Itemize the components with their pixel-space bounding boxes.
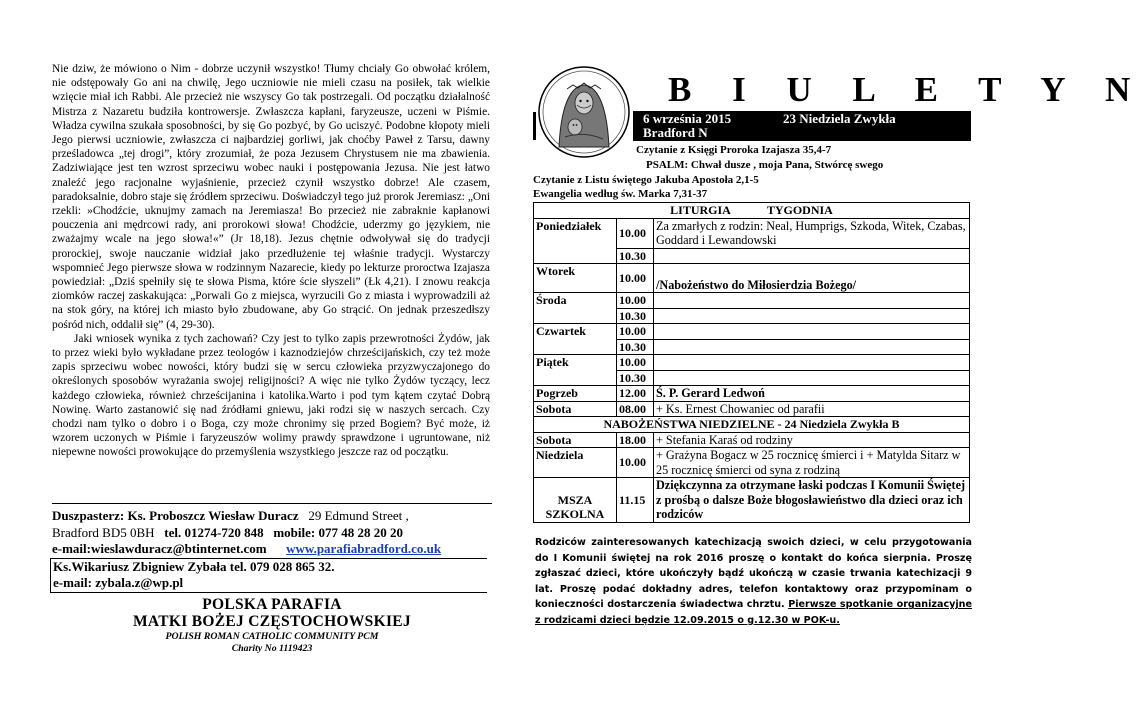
intention-cell: + Stefania Karaś od rodziny <box>654 432 970 448</box>
heading-liturgy: LITURGIA <box>670 203 731 217</box>
intention-cell <box>654 370 970 386</box>
first-reading: Czytanie z Księgi Proroka Izajasza 35,4-7 <box>636 144 832 156</box>
time-cell: 08.00 <box>617 401 654 417</box>
city-address: Bradford BD5 0BH <box>52 524 155 540</box>
time-cell: 10.00 <box>617 324 654 340</box>
table-row <box>534 432 970 448</box>
table-row <box>534 293 970 309</box>
parish-line-3: POLISH ROMAN CATHOLIC COMMUNITY PCM <box>165 631 379 642</box>
vicar-email[interactable]: e-mail: zybala.z@wp.pl <box>53 575 184 590</box>
day-cell: Sobota <box>534 432 617 448</box>
parish-line-1: POLSKA PARAFIA <box>202 596 342 613</box>
intention-cell: Za zmarłych z rodzin: Neal, Humprigs, Szkoda, Witek, Czabas, Goddard i Lewandowski <box>654 218 970 248</box>
time-cell: 18.00 <box>617 432 654 448</box>
madonna-icon <box>537 65 631 159</box>
day-cell: Czwartek <box>534 324 617 355</box>
bulletin-date: 6 września 2015 <box>643 111 732 126</box>
intention-cell <box>654 355 970 371</box>
intention-cell <box>654 339 970 355</box>
table-row <box>534 386 970 402</box>
phone-number: tel. 01274-720 848 <box>164 524 264 540</box>
day-cell: Środa <box>534 293 617 324</box>
time-cell: 10.30 <box>617 308 654 324</box>
sunday-header-row <box>534 417 970 433</box>
street-address: 29 Edmund Street , <box>308 508 409 523</box>
pastor-name: Duszpasterz: Ks. Proboszcz Wiesław Duracz <box>52 508 299 523</box>
table-row <box>534 448 970 478</box>
table-row <box>534 355 970 371</box>
article-column <box>52 62 490 460</box>
table-heading <box>534 203 970 219</box>
notice-meeting: Pierwsze spotkanie organizacyjne z rodzicami dzieci będzie 12.09.2015 o g.12.30 w POK-u. <box>535 599 973 626</box>
bulletin-title: B I U L E T Y N <box>668 70 1146 109</box>
time-cell: 10.30 <box>617 370 654 386</box>
charity-number: Charity No 1119423 <box>231 643 313 654</box>
day-cell: Niedziela <box>534 448 617 478</box>
table-row <box>534 264 970 293</box>
vicar-name: Ks.Wikariusz Zbigniew Zybała tel. 079 028 865 32. <box>53 558 335 574</box>
intention-cell <box>654 308 970 324</box>
sunday-heading: NABOŻEŃSTWA NIEDZIELNE - 24 Niedziela Zwykła B <box>534 417 970 433</box>
gospel-reading: Ewangelia według św. Marka 7,31-37 <box>533 188 708 200</box>
section-divider <box>52 503 492 504</box>
contact-block <box>52 508 492 593</box>
day-cell: Sobota <box>534 401 617 417</box>
table-row <box>534 401 970 417</box>
parish-line-2: MATKI BOŻEJ CZĘSTOCHOWSKIEJ <box>133 613 411 630</box>
table-row <box>534 324 970 340</box>
time-cell: 10.00 <box>617 448 654 478</box>
notice-text: Rodziców zainteresowanych katechizacją swoich dzieci, w celu przygotowania do I Komunii świętej na rok 2016 proszę o kontakt do końca sierpnia. Proszę zgłaszać dzieci, które ukończyły bądź ukończą w czasie trwania katechizacji 9 lat. Proszę podać dokładny adres, telefon kontaktowy oraz przypominam o konieczności dostarczenia świadectwa chrztu. <box>535 537 972 611</box>
intention-cell: + Ks. Ernest Chowaniec od parafii <box>654 401 970 417</box>
parish-name-block <box>52 596 492 655</box>
intention-cell: /Nabożeństwo do Miłosierdzia Bożego/ <box>654 264 970 293</box>
psalm: PSALM: Chwał dusze , moja Pana, Stwórcę swego <box>646 159 884 171</box>
article-paragraph: Nie dziw, że mówiono o Nim - dobrze uczynił wszystko! Tłumy chciały Go obwołać królem, nie odstępowały Go ani na chwilę, Jego uczniowie nie mieli czasu na posiłek, tak wielkie wzięcie miał ich Rabbi. Ale przecież nie wszyscy Go tak postrzegali. Od początku działalność Mistrza z Nazaretu budziła kontrowersje. Zwłaszcza kapłani, faryzeusze, uczeni w Piśmie. Władza cywilna szukała sposobności, by się Go pozbyć, by Go uciszyć. Podobne kłopoty mieli Jego pierwsi uczniowie, zwłaszcza ci najbardziej gorliwi, jak choćby Paweł z Tarsu, dawny prześladowca „tej drogi”, który zrozumiał, że poza Jezusem Chrystusem nie ma zbawienia. Zadziwiające jest ten wzrost sprzeciwu wobec nauki i postępowania Jezusa. Nie jest łatwo znaleźć jego racjonalne wyjaśnienie, przecież czynił wszystko dobrze! Ale czasem, paradoksalnie, dobro staje się źródłem sprzeciwu. Doświadczył tego już prorok Jeremiasz: „Oni rzekli: »Chodźcie, uknujmy zamach na Jeremiasza! Bo przecież nie zabraknie kapłanowi pouczenia ani mędrcowi rady, ani prorokowi słowa! Chodźcie, uderzmy go językiem, nie zważajmy wcale na jego słowa!«” (Jr 18,18). Jezus chętnie odwoływał się do tradycji prorockiej, swoje nauczanie widział jako przedłużenie tej właśnie tradycji. Wystarczy wspomnieć Jego pierwsze słowa w rodzinnym Nazarecie, kiedy po lekturze proroctwa Izajasza powiedział: „Dziś spełniły się te słowa Pisma, które ście słyszeli” (Łk 4,21). I znowu reakcja ziomków raczej zaskakująca: „Porwali Go z miejsca, wyrzucili Go z miasta i wyprowadzili aż na stok góry, na której ich miasto było zbudowane, aby Go strącić. On jednak przeszedłszy pośród nich, oddalił się” (4, 29-30). <box>52 63 490 331</box>
date-banner <box>633 111 971 141</box>
day-cell: Wtorek <box>534 264 617 293</box>
day-cell: Poniedziałek <box>534 218 617 264</box>
time-cell: 10.00 <box>617 293 654 309</box>
intention-cell <box>654 324 970 340</box>
header-marker <box>533 112 536 140</box>
article-paragraph: Jaki wniosek wynika z tych zachowań? Czy jest to tylko zapis przewrotności Żydów, jak to przez wieki było wykładane przez teologów i kaznodziejów chrześcijańskich, czy też może zapis sprzeciwu wobec nowości, który budzi się w sercu człowieka przyzwyczajonego do określonych sposobów wyrażania swojej religijności? A więc nie tylko Żydów tyczący, lecz każdego człowieka, również chrześcijanina i katolika.Warto i pod tym kątem czytać Dobrą Nowinę. Warto zastanowić się nad źródłami gniewu, jaki rodzi się w naszych sercach. Czy chodzi nam tylko o dobro i o Boga, czy może chronimy się przed Bogiem? Być może, iż wzorem uczonych w Piśmie i faryzeuszów wolimy prawdy sprawdzone i ugruntowane, niż niepewne nowości prowokujące do przemyślenia wszystkiego jeszcze raz od początku. <box>52 332 490 459</box>
time-cell: 12.00 <box>617 386 654 402</box>
day-cell: MSZA SZKOLNA <box>534 478 617 523</box>
table-row <box>534 478 970 523</box>
intention-cell <box>654 293 970 309</box>
website-link[interactable]: www.parafiabradford.co.uk <box>286 541 442 556</box>
time-cell: 10.00 <box>617 355 654 371</box>
time-cell: 10.00 <box>617 264 654 293</box>
day-cell: Piątek <box>534 355 617 386</box>
intention-cell <box>654 248 970 264</box>
day-cell: Pogrzeb <box>534 386 617 402</box>
bulletin-place: Bradford N <box>643 125 708 140</box>
liturgy-table <box>533 202 970 523</box>
mobile-number: mobile: 077 48 28 20 20 <box>273 524 403 540</box>
sunday-name: 23 Niedziela Zwykła <box>783 111 896 126</box>
email-address[interactable]: e-mail:wieslawduracz@btinternet.com <box>52 541 267 556</box>
intention-cell: Ś. P. Gerard Ledwoń <box>654 386 970 402</box>
intention-cell: Dziękczynna za otrzymane łaski podczas I Komunii Świętej z prośbą o dalsze Boże błogosławieństwo dla dzieci oraz ich rodziców <box>654 478 970 523</box>
time-cell: 11.15 <box>617 478 654 523</box>
time-cell: 10.30 <box>617 248 654 264</box>
intention-cell: + Grażyna Bogacz w 25 rocznicę śmierci i + Matylda Sitarz w 25 rocznicę śmierci od syna z rodziną <box>654 448 970 478</box>
table-header-row <box>534 203 970 219</box>
heading-week: TYGODNIA <box>766 203 833 217</box>
table-row <box>534 218 970 248</box>
time-cell: 10.30 <box>617 339 654 355</box>
time-cell: 10.00 <box>617 218 654 248</box>
second-reading: Czytanie z Listu świętego Jakuba Apostoła 2,1-5 <box>533 174 759 186</box>
vicar-box <box>50 558 487 593</box>
catechesis-notice <box>535 535 972 629</box>
